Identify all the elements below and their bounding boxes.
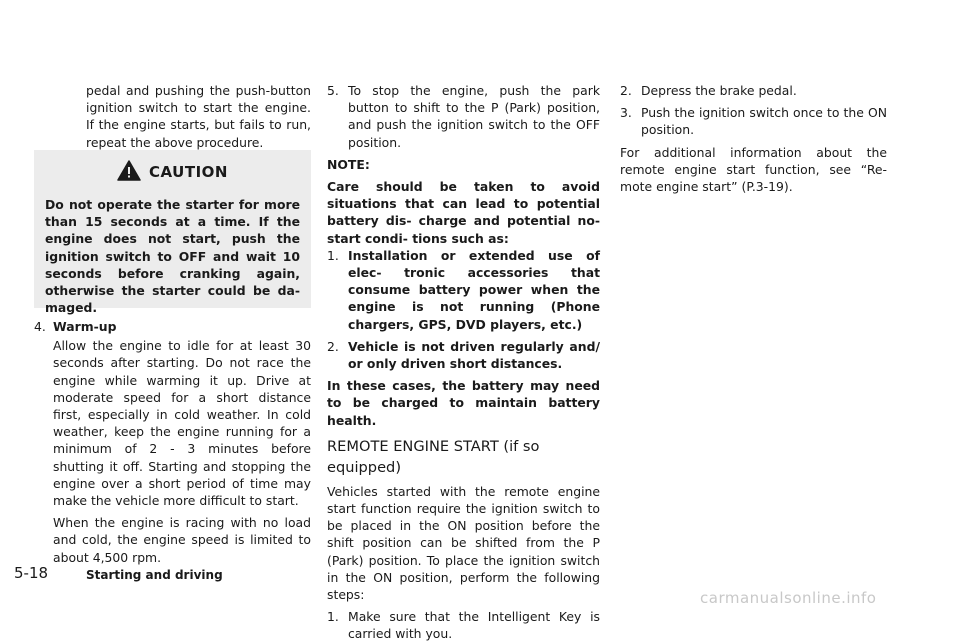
list-item	[620, 104, 887, 138]
step-text: Make sure that the Intelligent Key is carried with you.	[348, 609, 600, 642]
list-item	[327, 608, 600, 642]
item-number: 1.	[327, 247, 339, 263]
column-middle	[327, 82, 600, 643]
step-number: 3.	[620, 105, 632, 121]
caution-title: CAUTION	[149, 163, 228, 182]
list-item	[620, 82, 887, 99]
step-text: To stop the engine, push the park button to shift to the P (Park) position, and push the ignition switch to the OFF position.	[348, 83, 600, 150]
list-item	[327, 82, 600, 151]
warning-triangle-icon	[117, 160, 141, 185]
step-4	[34, 318, 311, 566]
item-text: Vehicle is not driven regularly and/ or only driven short distances.	[348, 338, 600, 372]
section-name: Starting and driving	[86, 568, 223, 582]
item-text: Installation or extended use of elec- tronic accessories that consume battery power when the engine is not running (Phone chargers, GPS, DVD players, etc.)	[348, 247, 600, 332]
list-item	[327, 247, 600, 333]
step-number: 1.	[327, 609, 339, 625]
step-number: 5.	[327, 83, 339, 98]
step-number: 4.	[34, 319, 46, 334]
warmup-paragraph: Allow the engine to idle for at least 30 seconds after starting. Do not race the engine while warming it up. Drive at moderate speed for a short distance first, especially in cold weather. In cold weather, keep the engine running for a minimum of 2 - 3 minutes before shutting it off. Starting and stopping the engine over a short period of time may make the vehicle more difficult to start.	[53, 338, 311, 509]
engine-speed-paragraph: When the engine is racing with no load and cold, the engine speed is limited to about 4,500 rpm.	[53, 515, 311, 565]
remote-paragraph: Vehicles started with the remote engine start function require the ignition switch to be placed in the ON position before the shift position can be shifted from the P (Park) position. To place the ignition switch in the ON position, perform the following steps:	[327, 483, 600, 603]
intro-paragraph: pedal and pushing the push-button ignition switch to start the engine. If the engine starts, but fails to run, repeat the above procedure.	[86, 83, 311, 150]
info-paragraph: For additional information about the remote engine start function, see “Re- mote engine start” (P.3-19).	[620, 144, 887, 195]
page-number: 5-18	[14, 564, 49, 582]
list-item	[34, 318, 311, 335]
caution-box	[34, 150, 311, 316]
column-right	[620, 82, 887, 195]
step-number: 2.	[620, 83, 632, 98]
note-label: NOTE:	[327, 156, 370, 172]
item-number: 2.	[327, 338, 339, 354]
step-text: Push the ignition switch once to the ON position.	[641, 105, 887, 138]
list-item	[327, 338, 600, 372]
step-text: Depress the brake pedal.	[641, 83, 797, 98]
step-title: Warm-up	[53, 319, 117, 334]
watermark: carmanualsonline.info	[700, 589, 877, 607]
section-heading: REMOTE ENGINE START (if so equipped)	[327, 437, 540, 476]
battery-text: In these cases, the battery may need to be charged to maintain battery health.	[327, 378, 600, 428]
caution-header	[34, 150, 311, 196]
caution-text: Do not operate the starter for more than 15 seconds at a time. If the engine does not start, push the ignition switch to OFF and wait 10 seconds before cranking again, otherwise the starter could be da- maged.	[45, 197, 300, 316]
note-text: Care should be taken to avoid situations that can lead to potential battery dis- charge and potential no-start condi- tions such as:	[327, 179, 600, 246]
